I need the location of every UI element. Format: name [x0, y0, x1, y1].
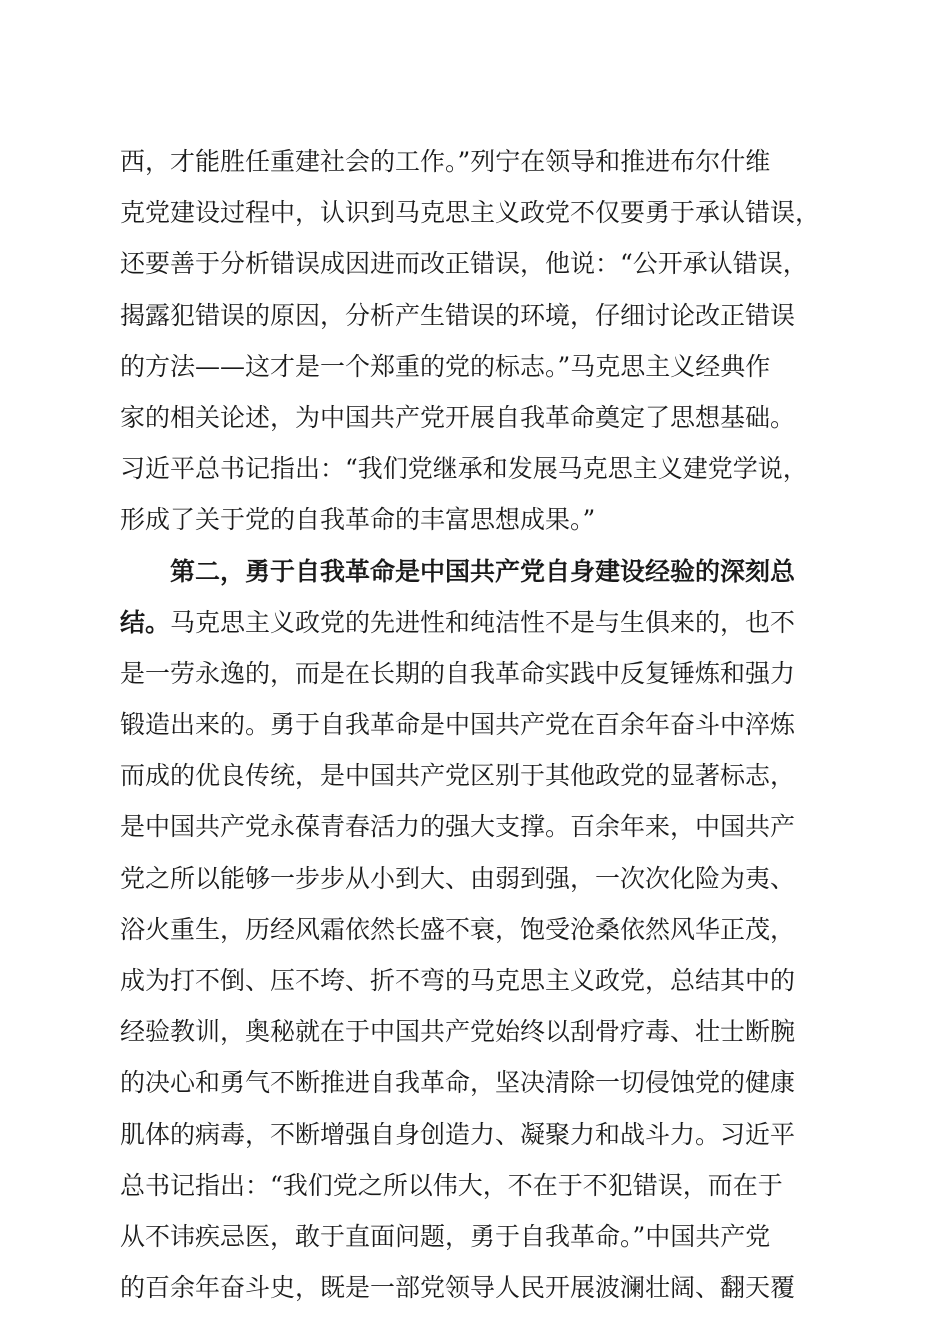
paragraph-1: [120, 136, 832, 546]
text-line: 是中国共产党永葆青春活力的强大支撑。百余年来，中国共产: [120, 812, 796, 842]
text-line: 肌体的病毒，不断增强自身创造力、凝聚力和战斗力。习近平: [120, 1119, 796, 1149]
text-line: 总书记指出：“我们党之所以伟大，不在于不犯错误，而在于: [120, 1170, 783, 1200]
text-line: 浴火重生，历经风霜依然长盛不衰，饱受沧桑依然风华正茂，: [120, 914, 796, 944]
text-line: 锻造出来的。勇于自我革命是中国共产党在百余年奋斗中淬炼: [120, 710, 796, 740]
text-line: [120, 546, 832, 597]
body-text: [120, 136, 832, 1313]
text-line: 而成的优良传统，是中国共产党区别于其他政党的显著标志，: [120, 761, 796, 791]
text-line: 经验教训，奥秘就在于中国共产党始终以刮骨疗毒、壮士断腕: [120, 1017, 796, 1047]
text-line: 党之所以能够一步步从小到大、由弱到强，一次次化险为夷、: [120, 863, 796, 893]
text-line: [120, 597, 832, 648]
paragraph-heading: 第二，勇于自我革命是中国共产党自身建设经验的深刻总: [170, 556, 796, 586]
text-line: 的百余年奋斗史，既是一部党领导人民开展波澜壮阔、翻天覆: [120, 1273, 796, 1303]
text-line: 克党建设过程中，认识到马克思主义政党不仅要勇于承认错误，: [120, 198, 821, 228]
text-line: 的方法——这才是一个郑重的党的标志。”马克思主义经典作: [120, 351, 771, 381]
text-line: 揭露犯错误的原因，分析产生错误的环境，仔细讨论改正错误: [120, 300, 796, 330]
text-line: 西，才能胜任重建社会的工作。”列宁在领导和推进布尔什维: [120, 147, 771, 176]
text-line: 成为打不倒、压不垮、折不弯的马克思主义政党，总结其中的: [120, 966, 796, 995]
text-line: 家的相关论述，为中国共产党开展自我革命奠定了思想基础。: [120, 402, 796, 432]
paragraph-heading-end: 结。: [120, 607, 171, 637]
text-line: 还要善于分析错误成因进而改正错误，他说：“公开承认错误，: [120, 249, 808, 279]
text-line: 的决心和勇气不断推进自我革命，坚决清除一切侵蚀党的健康: [120, 1068, 796, 1098]
text-line: 是一劳永逸的，而是在长期的自我革命实践中反复锤炼和强力: [120, 658, 796, 688]
paragraph-2: [120, 546, 832, 1314]
text-run: 马克思主义政党的先进性和纯洁性不是与生俱来的，也不: [170, 607, 796, 637]
text-line: 从不讳疾忌医，敢于直面问题，勇于自我革命。”中国共产党: [120, 1221, 771, 1251]
text-line: 形成了关于党的自我革命的丰富思想成果。”: [120, 505, 596, 535]
text-line: 习近平总书记指出：“我们党继承和发展马克思主义建党学说，: [120, 454, 808, 484]
